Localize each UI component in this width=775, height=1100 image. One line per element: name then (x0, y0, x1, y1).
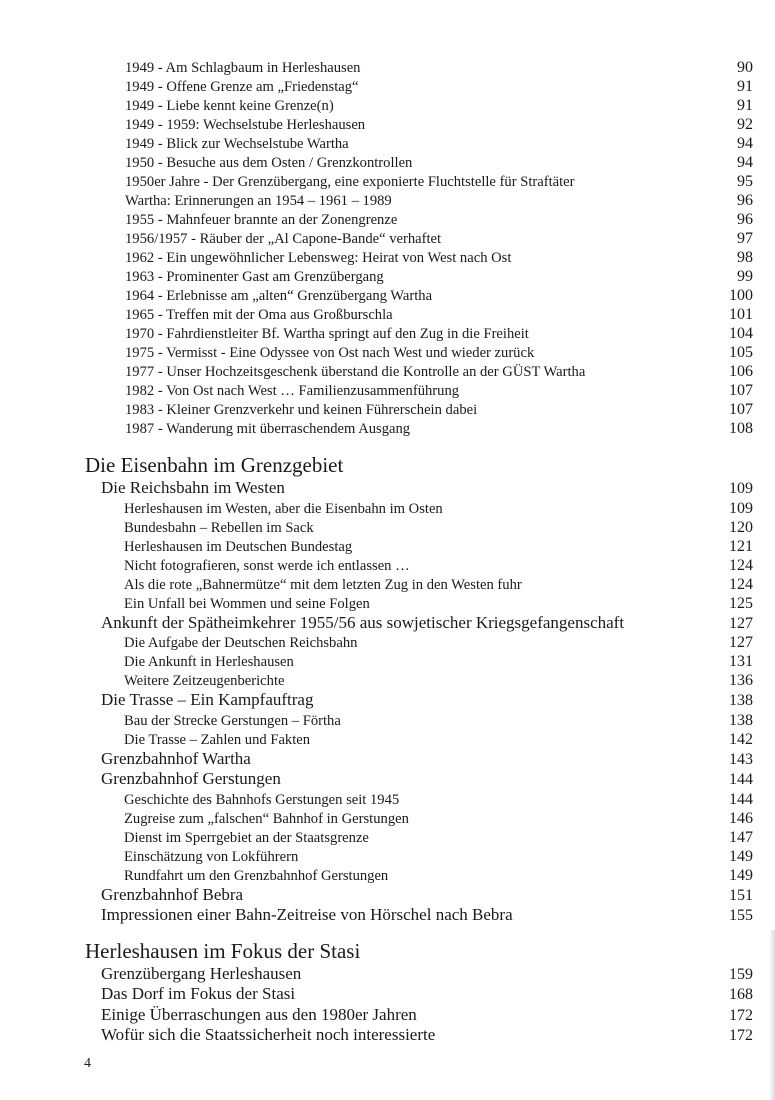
toc-subsection[interactable] (0, 652, 775, 671)
entry-page-number: 98 (737, 249, 753, 266)
entry-page-number: 142 (729, 730, 753, 748)
entry-page-number: 146 (729, 809, 753, 827)
entry-page-number: 120 (729, 518, 753, 536)
entry-title: 1970 - Fahrdienstleiter Bf. Wartha springt auf den Zug in die Freiheit (125, 326, 529, 342)
toc-subsection[interactable] (0, 730, 775, 749)
entry-title: Ein Unfall bei Wommen und seine Folgen (124, 595, 370, 612)
toc-entry[interactable] (0, 381, 775, 400)
entry-page-number: 100 (729, 287, 753, 304)
table-of-contents (0, 58, 775, 1046)
toc-section[interactable] (0, 769, 775, 790)
entry-page-number: 105 (729, 344, 753, 361)
entry-page-number: 172 (729, 1006, 753, 1024)
entry-title: 1956/1957 - Räuber der „Al Capone-Bande“ verhaftet (125, 231, 442, 247)
entry-page-number: 159 (729, 965, 753, 983)
entry-page-number: 149 (729, 847, 753, 865)
entry-page-number: 143 (729, 750, 753, 768)
entry-page-number: 121 (729, 537, 753, 555)
entry-page-number: 151 (729, 886, 753, 904)
entry-title: Ankunft der Spätheimkehrer 1955/56 aus sowjetischer Kriegsgefangenschaft (101, 612, 625, 632)
entry-page-number: 106 (729, 363, 753, 380)
toc-entry[interactable] (0, 229, 775, 248)
entry-page-number: 109 (729, 480, 753, 497)
entry-title: Grenzbahnhof Gerstungen (101, 769, 281, 788)
entry-title: 1983 - Kleiner Grenzverkehr und keinen Führerschein dabei (125, 402, 478, 418)
entry-page-number: 104 (729, 325, 753, 342)
entry-page-number: 107 (729, 401, 753, 418)
page-number: 4 (84, 1056, 91, 1071)
chapter-title: Die Eisenbahn im Grenzgebiet (85, 453, 344, 477)
toc-subsection[interactable] (0, 847, 775, 866)
entry-title: Die Trasse – Zahlen und Fakten (124, 731, 311, 748)
toc-subsection[interactable] (0, 633, 775, 652)
toc-entry[interactable] (0, 115, 775, 134)
entry-title: 1977 - Unser Hochzeitsgeschenk überstand die Kontrolle an der GÜST Wartha (125, 364, 586, 380)
entry-title: 1965 - Treffen mit der Oma aus Großburschla (125, 307, 393, 323)
entry-page-number: 138 (729, 711, 753, 729)
entry-page-number: 155 (729, 907, 753, 924)
toc-section[interactable] (0, 613, 775, 634)
entry-title: 1963 - Prominenter Gast am Grenzübergang (125, 269, 384, 285)
toc-subsection[interactable] (0, 809, 775, 828)
entry-title: Zugreise zum „falschen“ Bahnhof in Gerstungen (124, 810, 409, 827)
entry-page-number: 92 (737, 116, 753, 133)
toc-section[interactable] (0, 690, 775, 711)
toc-section[interactable] (0, 984, 775, 1005)
entry-page-number: 91 (737, 78, 753, 95)
toc-entry[interactable] (0, 343, 775, 362)
toc-section[interactable] (0, 749, 775, 770)
toc-section[interactable] (0, 1005, 775, 1026)
toc-section[interactable] (0, 905, 775, 926)
toc-entry[interactable] (0, 305, 775, 324)
entry-title: 1975 - Vermisst - Eine Odyssee von Ost nach West und wieder zurück (125, 345, 535, 361)
entry-title: Als die rote „Bahnermütze“ mit dem letzten Zug in den Westen fuhr (124, 576, 522, 593)
toc-entry[interactable] (0, 210, 775, 229)
entry-title: 1962 - Ein ungewöhnlicher Lebensweg: Heirat von West nach Ost (125, 250, 512, 266)
toc-entry[interactable] (0, 172, 775, 191)
toc-subsection[interactable] (0, 556, 775, 575)
entry-title: Nicht fotografieren, sonst werde ich entlassen … (124, 557, 410, 574)
toc-chapter-eisenbahn (0, 452, 775, 926)
entry-page-number: 99 (737, 268, 753, 285)
entry-title: Herleshausen im Deutschen Bundestag (124, 538, 353, 555)
entry-page-number: 147 (729, 828, 753, 846)
entry-title: Geschichte des Bahnhofs Gerstungen seit 1945 (124, 791, 400, 808)
entry-page-number: 131 (729, 653, 753, 670)
toc-subsection[interactable] (0, 537, 775, 556)
chapter-heading[interactable] (0, 938, 775, 964)
chapter-title: Herleshausen im Fokus der Stasi (85, 938, 361, 963)
entry-title: Bau der Strecke Gerstungen – Förtha (124, 712, 341, 729)
toc-section[interactable] (0, 1025, 775, 1046)
entry-title: 1950er Jahre - Der Grenzübergang, eine exponierte Fluchtstelle für Straftäter (125, 174, 575, 190)
entry-title: Die Aufgabe der Deutschen Reichsbahn (124, 635, 358, 651)
entry-title: Einige Überraschungen aus den 1980er Jahren (101, 1004, 417, 1024)
entry-page-number: 94 (737, 135, 753, 152)
entry-title: Grenzbahnhof Wartha (101, 748, 251, 768)
toc-entry[interactable] (0, 400, 775, 419)
toc-subsection[interactable] (0, 518, 775, 537)
toc-entry[interactable] (0, 324, 775, 343)
entry-title: 1949 - Am Schlagbaum in Herleshausen (125, 60, 361, 76)
entry-title: Die Ankunft in Herleshausen (124, 654, 294, 670)
toc-chapter-stasi (0, 938, 775, 1046)
entry-page-number: 90 (737, 59, 753, 76)
entry-page-number: 125 (729, 594, 753, 612)
toc-entry[interactable] (0, 96, 775, 115)
entry-page-number: 136 (729, 672, 753, 689)
entry-title: 1964 - Erlebnisse am „alten“ Grenzübergang Wartha (125, 288, 433, 304)
entry-page-number: 94 (737, 154, 753, 171)
entry-page-number: 124 (729, 575, 753, 593)
entry-title: Das Dorf im Fokus der Stasi (101, 984, 296, 1003)
entry-page-number: 144 (729, 771, 753, 788)
entry-page-number: 168 (729, 986, 753, 1003)
entry-title: Die Trasse – Ein Kampfauftrag (101, 690, 314, 709)
entry-title: Einschätzung von Lokführern (124, 848, 299, 865)
entry-title: 1949 - Blick zur Wechselstube Wartha (125, 136, 349, 152)
toc-entry[interactable] (0, 77, 775, 96)
entry-title: Die Reichsbahn im Westen (101, 478, 285, 497)
entry-title: Dienst im Sperrgebiet an der Staatsgrenze (124, 829, 369, 846)
toc-entry[interactable] (0, 267, 775, 286)
toc-entry[interactable] (0, 248, 775, 267)
toc-entry[interactable] (0, 191, 775, 210)
toc-entry[interactable] (0, 419, 775, 438)
toc-subsection[interactable] (0, 790, 775, 809)
toc-subsection[interactable] (0, 828, 775, 847)
entry-title: 1982 - Von Ost nach West … Familienzusammenführung (125, 383, 460, 399)
entry-title: 1950 - Besuche aus dem Osten / Grenzkontrollen (125, 155, 413, 171)
toc-subsection[interactable] (0, 866, 775, 885)
entry-title: Wartha: Erinnerungen an 1954 – 1961 – 1989 (125, 193, 392, 209)
entry-page-number: 91 (737, 97, 753, 114)
entry-page-number: 127 (729, 634, 753, 651)
entry-page-number: 138 (729, 692, 753, 709)
entry-title: Rundfahrt um den Grenzbahnhof Gerstungen (124, 867, 389, 884)
toc-entry[interactable] (0, 58, 775, 77)
entry-page-number: 172 (729, 1027, 753, 1044)
toc-entry[interactable] (0, 153, 775, 172)
toc-section[interactable] (0, 478, 775, 499)
entry-title: Herleshausen im Westen, aber die Eisenbahn im Osten (124, 500, 443, 517)
entry-title: 1949 - Liebe kennt keine Grenze(n) (125, 98, 334, 114)
entry-page-number: 124 (729, 556, 753, 574)
entry-page-number: 96 (737, 211, 753, 228)
toc-subsection[interactable] (0, 575, 775, 594)
entry-page-number: 95 (737, 173, 753, 190)
toc-section[interactable] (0, 964, 775, 985)
entry-page-number: 101 (729, 306, 753, 323)
entry-page-number: 107 (729, 382, 753, 399)
toc-subsection[interactable] (0, 671, 775, 690)
entry-title: Grenzbahnhof Bebra (101, 884, 244, 904)
toc-subsection[interactable] (0, 711, 775, 730)
entry-page-number: 109 (729, 499, 753, 517)
toc-entry[interactable] (0, 362, 775, 381)
entry-title: Weitere Zeitzeugenberichte (124, 673, 285, 689)
entry-title: Wofür sich die Staatssicherheit noch interessierte (101, 1025, 436, 1044)
toc-entry[interactable] (0, 134, 775, 153)
entry-page-number: 96 (737, 192, 753, 209)
toc-subsection[interactable] (0, 594, 775, 613)
entry-title: 1949 - 1959: Wechselstube Herleshausen (125, 117, 366, 133)
entry-page-number: 97 (737, 230, 753, 247)
toc-entry[interactable] (0, 286, 775, 305)
entry-page-number: 149 (729, 866, 753, 884)
entry-title: 1949 - Offene Grenze am „Friedenstag“ (125, 79, 359, 95)
entry-page-number: 127 (729, 614, 753, 632)
entry-title: 1955 - Mahnfeuer brannte an der Zonengrenze (125, 212, 398, 228)
entry-title: Bundesbahn – Rebellen im Sack (124, 519, 314, 536)
chapter-heading[interactable] (0, 452, 775, 478)
entry-title: Impressionen einer Bahn-Zeitreise von Hörschel nach Bebra (101, 905, 513, 924)
entry-page-number: 108 (729, 420, 753, 437)
toc-chronicle-list (0, 58, 775, 438)
entry-title: Grenzübergang Herleshausen (101, 963, 302, 983)
entry-title: 1987 - Wanderung mit überraschendem Ausgang (125, 421, 411, 437)
toc-subsection[interactable] (0, 499, 775, 518)
entry-page-number: 144 (729, 790, 753, 808)
toc-section[interactable] (0, 885, 775, 906)
